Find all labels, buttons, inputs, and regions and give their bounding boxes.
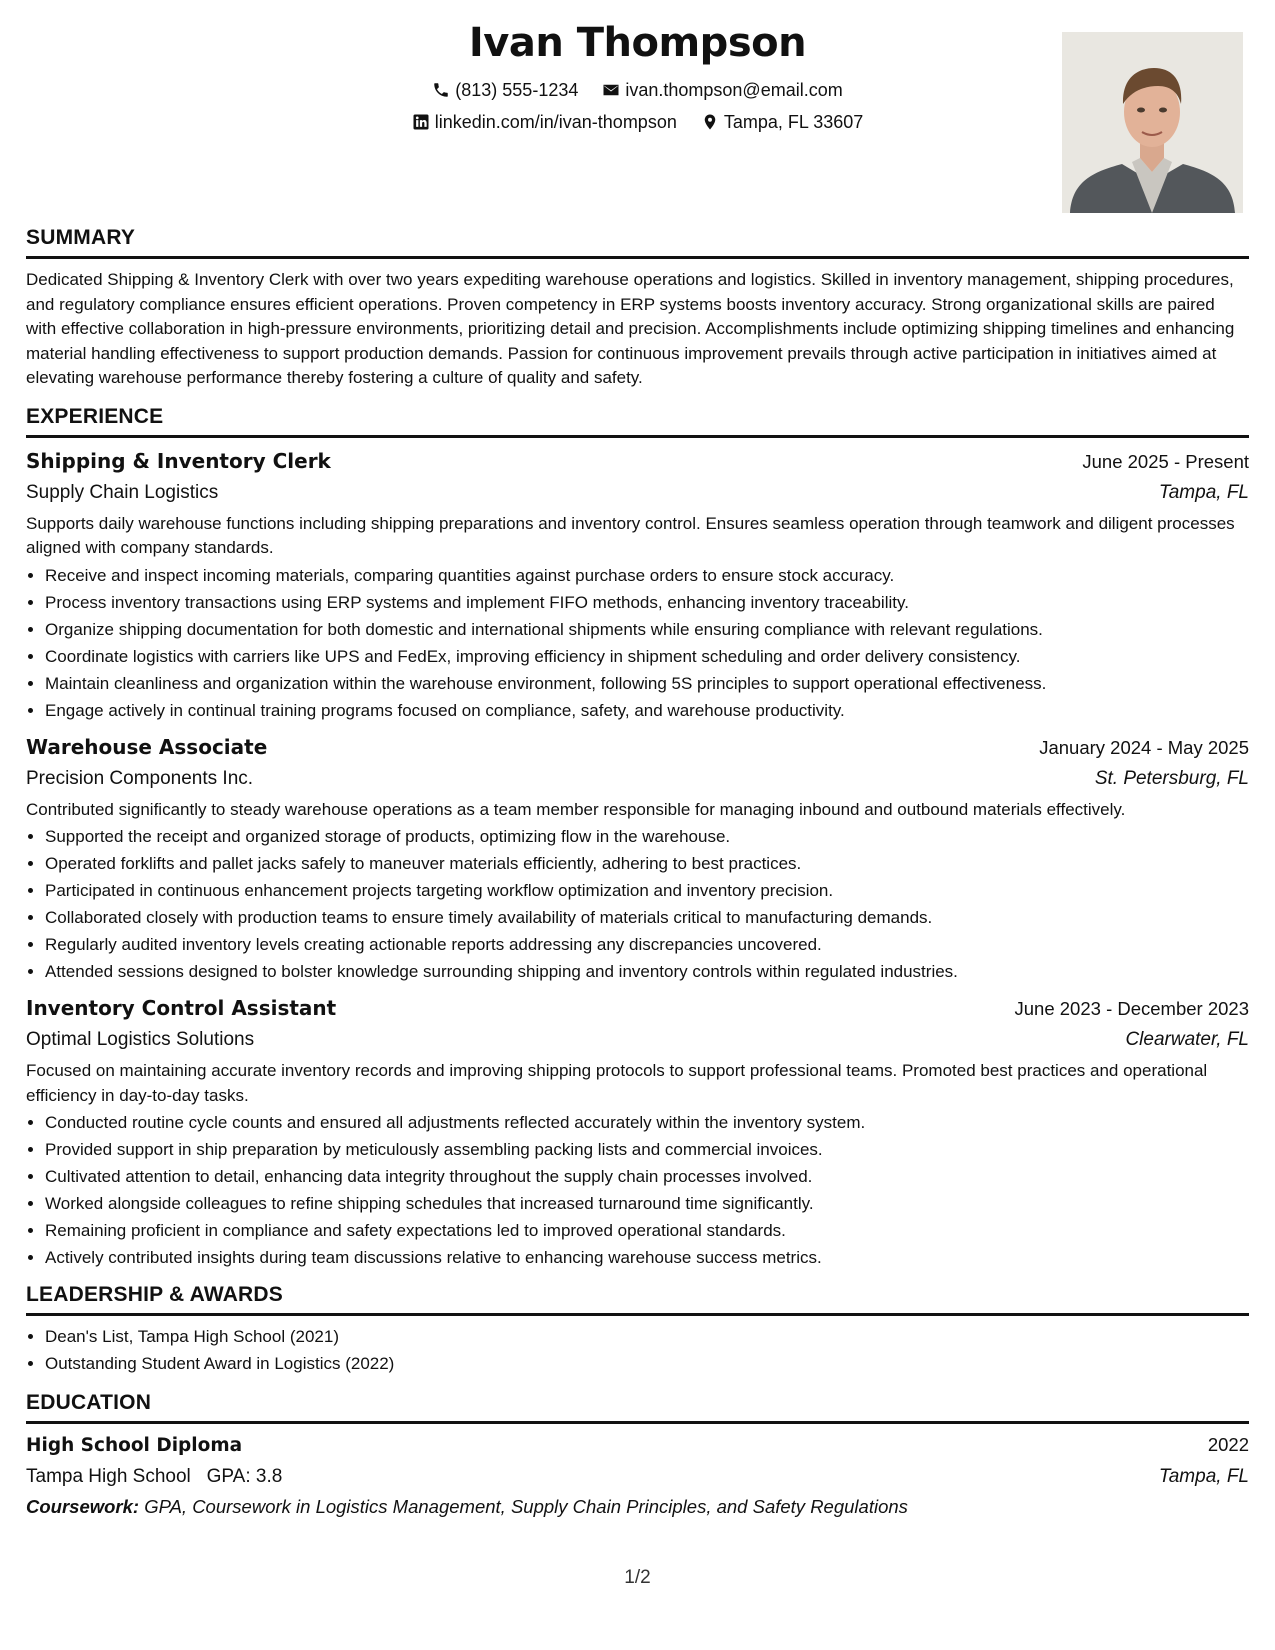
experience-section — [26, 405, 1249, 1272]
award-item: • Dean's List, Tampa High School (2021) — [45, 1323, 1249, 1350]
award-list — [26, 1323, 1249, 1377]
job-bullet: • Engage actively in continual training programs focused on compliance, safety, and warehouse productivity. — [45, 697, 1249, 724]
job-title: Inventory Control Assistant — [26, 996, 337, 1020]
job-bullet: • Maintain cleanliness and organization within the warehouse environment, following 5S principles to support operational effectiveness. — [45, 670, 1249, 697]
job-title: Warehouse Associate — [26, 734, 268, 759]
phone-text: (813) 555-1234 — [455, 80, 579, 100]
job-bullet: • Collaborated closely with production teams to ensure timely availability of materials critical to manufacturing demands. — [45, 904, 1249, 931]
summary-text: Dedicated Shipping & Inventory Clerk with over two years expediting warehouse operations and logistics. Skilled in inventory management, shipping procedures, and regulatory compliance ensures efficient operations. Proven competency in ERP systems boosts inventory accuracy. Strong organizational skills are paired with effective collaboration in high-pressure environments, prioritizing detail and precision. Accomplishments include optimizing shipping timelines and enhancing material handling effectiveness to support production demands. Passion for continuous improvement prevails through active participation in initiatives aimed at elevating warehouse performance thereby fostering a culture of quality and safety. — [26, 270, 1235, 387]
job-dates: January 2024 - May 2025 — [1039, 736, 1249, 758]
section-title-experience: EXPERIENCE — [26, 405, 1249, 438]
phone-contact — [432, 74, 578, 106]
job-bullet: • Worked alongside colleagues to refine shipping schedules that increased turnaround time significantly. — [45, 1190, 1249, 1217]
linkedin-icon — [412, 113, 430, 131]
email-contact[interactable] — [602, 74, 842, 106]
school-location: Tampa, FL — [1158, 1466, 1249, 1487]
job-bullet: • Organize shipping documentation for both domestic and international shipments while ensuring compliance with relevant regulations. — [45, 616, 1249, 643]
profile-photo — [1062, 32, 1243, 213]
job-location: Clearwater, FL — [1125, 1029, 1249, 1050]
section-title-education: EDUCATION — [26, 1391, 1249, 1424]
page-number: 1/2 — [624, 1567, 651, 1588]
job-title: Shipping & Inventory Clerk — [26, 448, 331, 473]
coursework-line — [26, 1492, 1249, 1522]
job-location: St. Petersburg, FL — [1094, 767, 1249, 789]
job-bullet: • Operated forklifts and pallet jacks safely to maneuver materials efficiently, adhering to best practices. — [45, 850, 1249, 877]
job-bullet: • Process inventory transactions using ERP systems and implement FIFO methods, enhancing inventory traceability. — [45, 589, 1249, 616]
company-name: Precision Components Inc. — [26, 767, 254, 789]
job-entry — [26, 993, 1249, 1271]
linkedin-text[interactable]: linkedin.com/in/ivan-thompson — [434, 112, 677, 132]
leadership-section — [26, 1283, 1249, 1377]
location-contact — [701, 106, 863, 138]
job-description: Focused on maintaining accurate inventory records and improving shipping protocols to support professional teams. Promoted best practices and operational efficiency in day-to-day tasks. — [26, 1061, 1208, 1105]
email-text[interactable]: ivan.thompson@email.com — [625, 80, 843, 100]
map-pin-icon — [701, 113, 719, 131]
job-description: Contributed significantly to steady warehouse operations as a team member responsible for managing inbound and outbound materials effectively. — [26, 799, 1126, 819]
section-title-summary: SUMMARY — [26, 226, 1249, 259]
job-bullet: • Attended sessions designed to bolster knowledge surrounding shipping and inventory controls within regulated industries. — [45, 958, 1249, 985]
location-text: Tampa, FL 33607 — [723, 112, 864, 132]
job-bullets — [26, 562, 1249, 724]
job-bullets — [26, 823, 1249, 985]
envelope-icon — [602, 81, 620, 99]
coursework-text: GPA, Coursework in Logistics Management, Supply Chain Principles, and Safety Regulations — [144, 1496, 908, 1517]
company-name: Supply Chain Logistics — [26, 481, 219, 503]
linkedin-contact[interactable] — [412, 106, 677, 138]
job-location: Tampa, FL — [1158, 481, 1249, 503]
job-bullet: • Cultivated attention to detail, enhancing data integrity throughout the supply chain processes involved. — [45, 1163, 1249, 1190]
summary-section — [26, 226, 1249, 391]
job-dates: June 2025 - Present — [1082, 450, 1249, 472]
company-name: Optimal Logistics Solutions — [26, 1029, 255, 1050]
job-bullet: • Conducted routine cycle counts and ensured all adjustments reflected accurately within the inventory system. — [45, 1109, 1249, 1136]
degree-name: High School Diploma — [26, 1435, 243, 1456]
job-bullet: • Provided support in ship preparation by meticulously assembling packing lists and commercial invoices. — [45, 1136, 1249, 1163]
school-line — [26, 1461, 282, 1492]
award-item: • Outstanding Student Award in Logistics (2022) — [45, 1350, 1249, 1377]
education-section — [26, 1391, 1249, 1522]
job-dates: June 2023 - December 2023 — [1014, 998, 1249, 1019]
job-entry — [26, 732, 1249, 986]
gpa-text: GPA: 3.8 — [206, 1466, 283, 1487]
candidate-name: Ivan Thompson — [468, 20, 807, 66]
job-bullet: • Coordinate logistics with carriers like UPS and FedEx, improving efficiency in shipment scheduling and order delivery consistency. — [45, 643, 1249, 670]
job-bullet: • Actively contributed insights during team discussions relative to enhancing warehouse success metrics. — [45, 1244, 1249, 1271]
job-bullet: • Regularly audited inventory levels creating actionable reports addressing any discrepancies uncovered. — [45, 931, 1249, 958]
job-description: Supports daily warehouse functions including shipping preparations and inventory control. Ensures seamless operation through teamwork and diligent processes aligned with company standards. — [26, 513, 1235, 557]
portrait-illustration — [1062, 32, 1243, 213]
school-name: Tampa High School — [26, 1466, 191, 1487]
section-title-leadership: LEADERSHIP & AWARDS — [26, 1283, 1249, 1316]
job-bullet: • Receive and inspect incoming materials, comparing quantities against purchase orders to ensure stock accuracy. — [45, 562, 1249, 589]
job-bullet: • Remaining proficient in compliance and safety expectations led to improved operational standards. — [45, 1217, 1249, 1244]
job-bullet: • Supported the receipt and organized storage of products, optimizing flow in the warehouse. — [45, 823, 1249, 850]
coursework-label: Coursework: — [26, 1496, 140, 1517]
job-bullet: • Participated in continuous enhancement projects targeting workflow optimization and inventory precision. — [45, 877, 1249, 904]
graduation-year: 2022 — [1207, 1434, 1249, 1455]
job-bullets — [26, 1109, 1249, 1271]
resume-body — [26, 226, 1249, 1522]
phone-icon — [432, 81, 450, 99]
job-entry — [26, 446, 1249, 724]
